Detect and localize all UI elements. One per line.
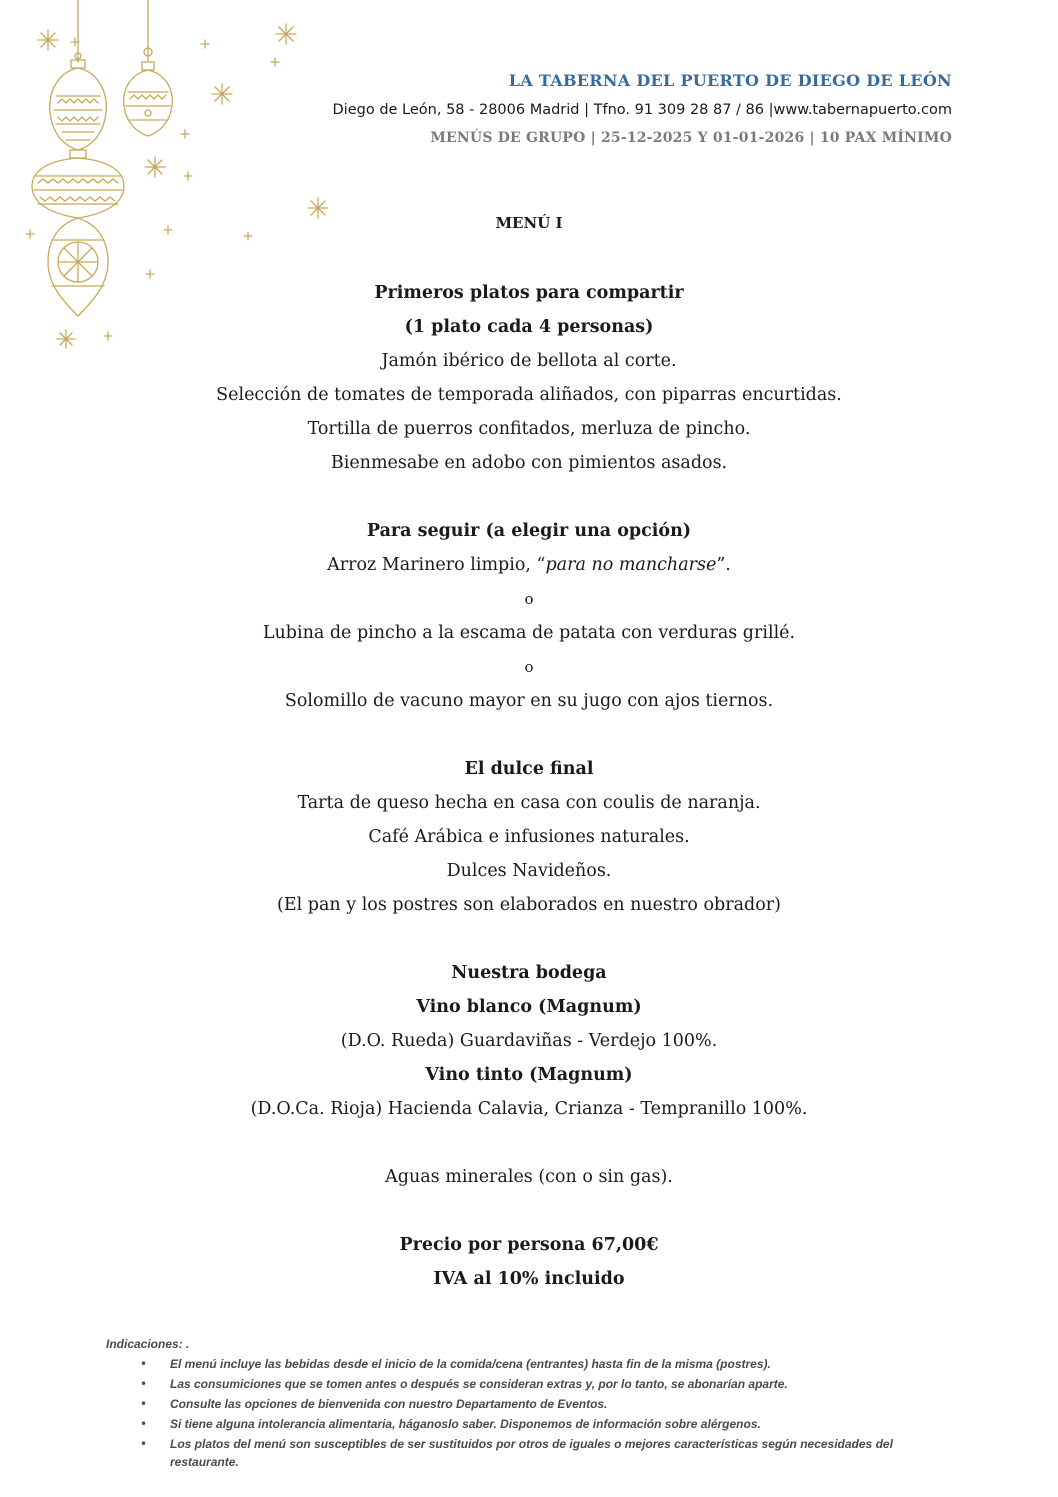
menu-dates-line: MENÚS DE GRUPO | 25-12-2025 Y 01-01-2026 | 10 PAX MÍNIMO — [430, 130, 952, 146]
water-item: Aguas minerales (con o sin gas). — [385, 1167, 673, 1187]
white-wine-item: (D.O. Rueda) Guardaviñas - Verdejo 100%. — [340, 1031, 718, 1051]
bullet-icon: • — [140, 1437, 148, 1451]
note-item — [106, 1415, 956, 1433]
starter-item: Tortilla de puerros confitados, merluza de pincho. — [307, 419, 751, 439]
contact-line: Diego de León, 58 - 28006 Madrid | Tfno. 91 309 28 87 / 86 |www.tabernapuerto.com — [332, 102, 952, 118]
vat-line: IVA al 10% incluido — [433, 1269, 625, 1289]
dessert-heading: El dulce final — [464, 759, 594, 779]
notes-intro: Indicaciones: . — [106, 1337, 190, 1351]
main-option-text: Arroz Marinero limpio, “ — [327, 555, 546, 575]
restaurant-header — [333, 70, 952, 148]
note-item — [106, 1355, 956, 1373]
wine-heading: Nuestra bodega — [451, 963, 607, 983]
bullet-icon: • — [140, 1397, 148, 1411]
note-text: Consulte las opciones de bienvenida con nuestro Departamento de Eventos. — [170, 1397, 608, 1411]
note-item — [106, 1395, 956, 1413]
menu-body — [0, 210, 1058, 1296]
note-text: Si tiene alguna intolerancia alimentaria, háganoslo saber. Disponemos de información sobre alérgenos. — [170, 1417, 761, 1431]
starter-item: Selección de tomates de temporada aliñados, con piparras encurtidas. — [216, 385, 842, 405]
main-option — [0, 548, 1058, 582]
bullet-icon: • — [140, 1417, 148, 1431]
notes-list — [106, 1355, 956, 1471]
price-line: Precio por persona 67,00€ — [399, 1235, 659, 1255]
mains-heading: Para seguir (a elegir una opción) — [366, 521, 692, 541]
dessert-item: Tarta de queso hecha en casa con coulis de naranja. — [297, 793, 761, 813]
option-separator: o — [524, 658, 534, 676]
starters-subheading: (1 plato cada 4 personas) — [404, 317, 654, 337]
bullet-icon: • — [140, 1377, 148, 1391]
main-option: Solomillo de vacuno mayor en su jugo con ajos tiernos. — [284, 691, 774, 711]
menu-title: MENÚ I — [495, 214, 563, 232]
restaurant-name: LA TABERNA DEL PUERTO DE DIEGO DE LEÓN — [508, 71, 952, 90]
notes-section — [106, 1334, 956, 1473]
note-text: El menú incluye las bebidas desde el inicio de la comida/cena (entrantes) hasta fin de la misma (postres). — [170, 1357, 771, 1371]
note-item — [106, 1435, 956, 1471]
bullet-icon: • — [140, 1357, 148, 1371]
starter-item: Jamón ibérico de bellota al corte. — [381, 351, 677, 371]
dessert-item: Dulces Navideños. — [446, 861, 612, 881]
red-wine-heading: Vino tinto (Magnum) — [425, 1065, 633, 1085]
main-option: Lubina de pincho a la escama de patata con verduras grillé. — [262, 623, 796, 643]
note-text: Las consumiciones que se tomen antes o después se consideran extras y, por lo tanto, se abonarían aparte. — [170, 1377, 788, 1391]
starters-heading: Primeros platos para compartir — [374, 283, 684, 303]
dessert-item: (El pan y los postres son elaborados en nuestro obrador) — [277, 895, 781, 915]
red-wine-item: (D.O.Ca. Rioja) Hacienda Calavia, Crianza - Tempranillo 100%. — [250, 1099, 808, 1119]
starter-item: Bienmesabe en adobo con pimientos asados. — [330, 453, 728, 473]
dessert-item: Café Arábica e infusiones naturales. — [368, 827, 690, 847]
note-item — [106, 1375, 956, 1393]
white-wine-heading: Vino blanco (Magnum) — [416, 997, 642, 1017]
main-option-emphasis: para no mancharse — [545, 555, 717, 575]
main-option-text: ”. — [716, 555, 731, 575]
option-separator: o — [524, 590, 534, 608]
note-text: Los platos del menú son susceptibles de ser sustituidos por otros de iguales o mejores características según necesidades del restaurante. — [170, 1437, 893, 1469]
